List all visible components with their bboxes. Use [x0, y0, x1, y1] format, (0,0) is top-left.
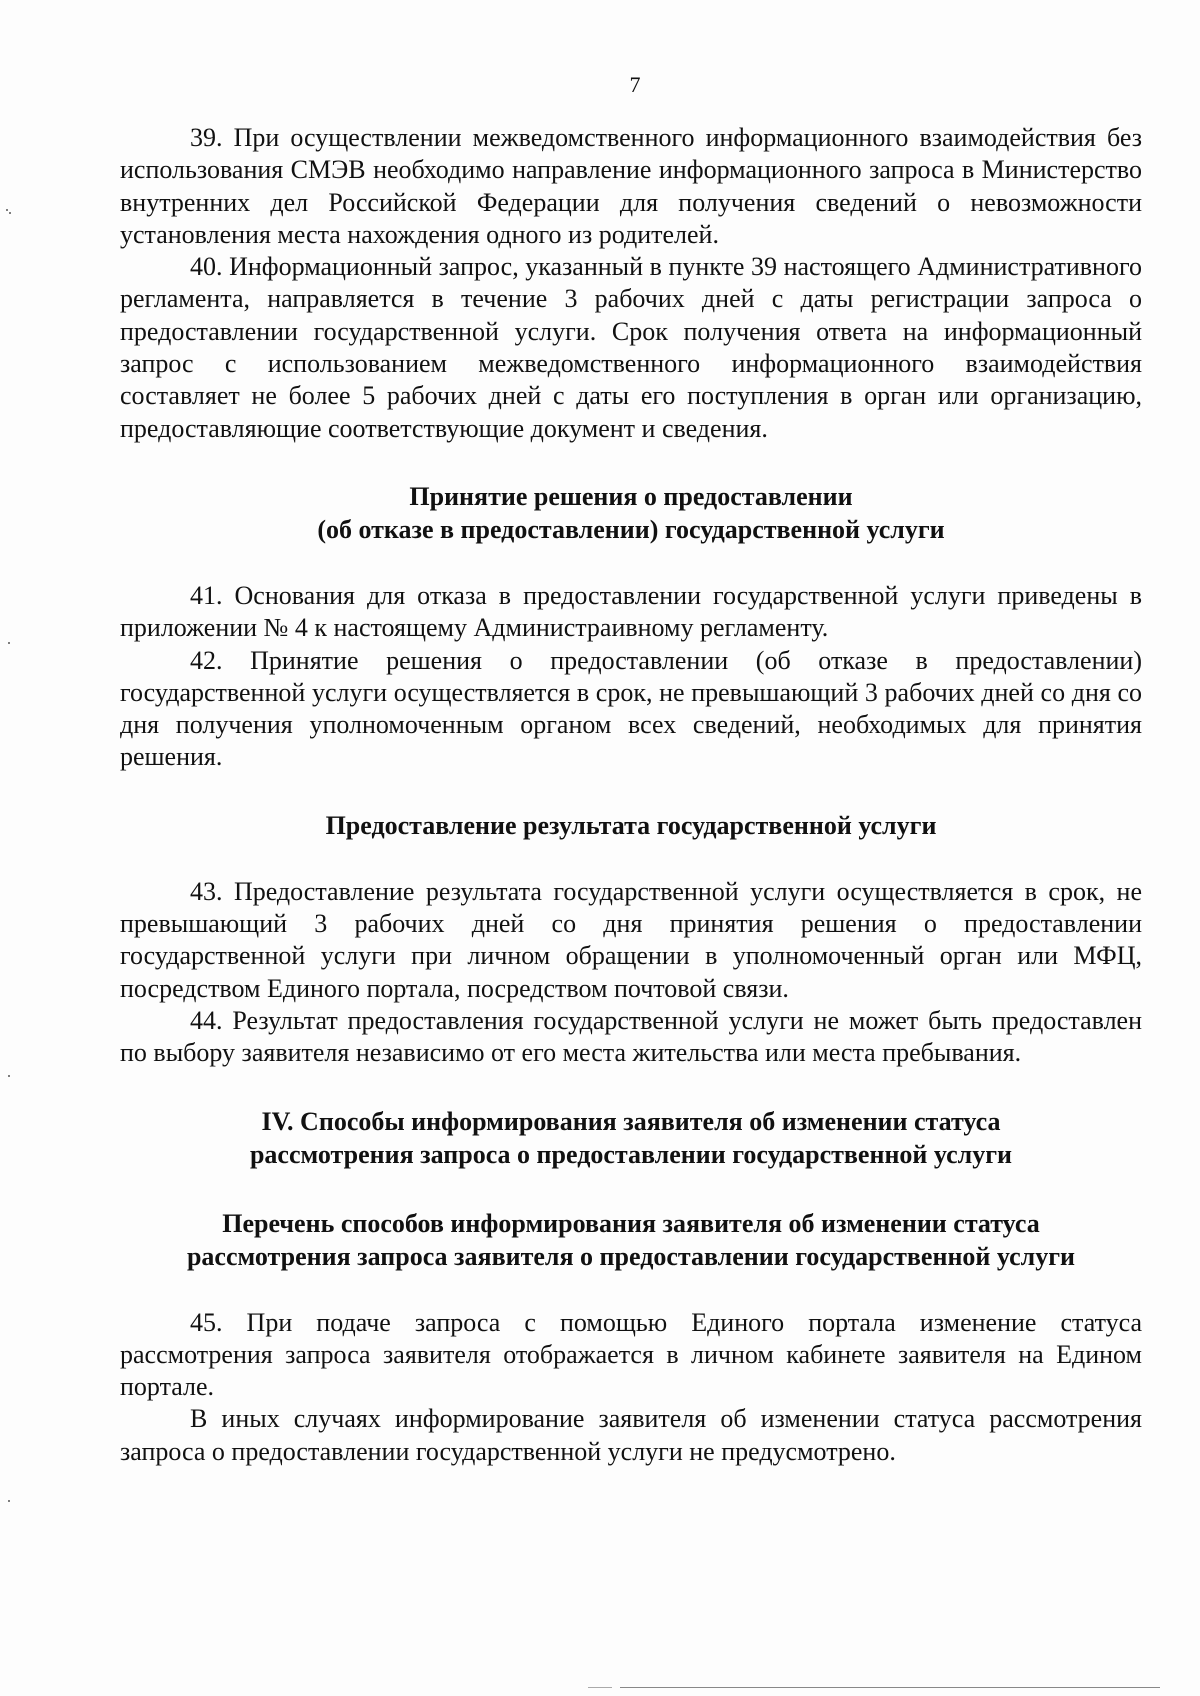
scan-speck [9, 212, 11, 214]
scan-edge-mark [588, 1687, 612, 1688]
page-number: 7 [629, 72, 641, 97]
heading-section-iv-line-1: IV. Способы информирования заявителя об изменении статуса [261, 1106, 1001, 1136]
heading-notification-list-line-2: рассмотрения запроса заявителя о предоставлении государственной услуги [186, 1241, 1076, 1271]
paragraph-41: 41. Основания для отказа в предоставлении государственной услуги приведены в приложении № 4 к настоящему Администраивному регламенту. [120, 580, 1142, 643]
paragraph-44: 44. Результат предоставления государственной услуги не может быть предоставлен по выбору заявителя независимо от его места жительства или места пребывания. [120, 1005, 1142, 1068]
scan-speck [6, 209, 8, 211]
heading-decision-line-1: Принятие решения о предоставлении [409, 481, 853, 511]
heading-notification-list-line-1: Перечень способов информирования заявителя об изменении статуса [222, 1208, 1040, 1238]
paragraph-45-continuation: В иных случаях информирование заявителя об изменении статуса рассмотрения запроса о предоставлении государственной услуги не предусмотрено. [120, 1404, 1142, 1466]
heading-section-iv-line-2: рассмотрения запроса о предоставлении государственной услуги [249, 1139, 1013, 1169]
paragraph-43: 43. Предоставление результата государственной услуги осуществляется в срок, не превышающий 3 рабочих дней со дня принятия решения о предоставлении государственной услуги при личном обращении в уполномоченный орган или МФЦ, посредством Единого портала, посредством почтовой связи. [120, 876, 1142, 1003]
paragraph-45: 45. При подаче запроса с помощью Единого портала изменение статуса рассмотрения запроса заявителя отображается в личном кабинете заявителя на Едином портале. [120, 1307, 1142, 1402]
scan-edge-line [620, 1687, 1160, 1688]
scan-speck [8, 642, 10, 644]
heading-decision-line-2: (об отказе в предоставлении) государственной услуги [317, 514, 945, 544]
heading-section-iv [120, 1105, 1142, 1171]
document-body [120, 122, 1142, 1468]
heading-result: Предоставление результата государственной услуги [325, 810, 937, 840]
paragraph-42: 42. Принятие решения о предоставлении (об отказе в предоставлении) государственной услуги осуществляется в срок, не превышающий 3 рабочих дней со дня со дня получения уполномоченным органом всех сведений, необходимых для принятия решения. [120, 645, 1142, 772]
paragraph-40: 40. Информационный запрос, указанный в пункте 39 настоящего Административного регламента, направляется в течение 3 рабочих дней с даты регистрации запроса о предоставлении государственной услуги. Срок получения ответа на информационный запрос с использованием межведомственного информационного взаимодействия составляет не более 5 рабочих дней с даты его поступления в орган или организацию, предоставляющие соответствующие документ и сведения. [120, 252, 1142, 443]
heading-notification-list [120, 1207, 1142, 1273]
scan-speck [8, 1500, 10, 1502]
scan-speck [8, 1075, 10, 1077]
paragraph-39: 39. При осуществлении межведомственного информационного взаимодействия без использования СМЭВ необходимо направление информационного запроса в Министерство внутренних дел Российской Федерации для получения сведений о невозможности установления места нахождения одного из родителей. [120, 123, 1142, 249]
heading-decision [120, 480, 1142, 546]
